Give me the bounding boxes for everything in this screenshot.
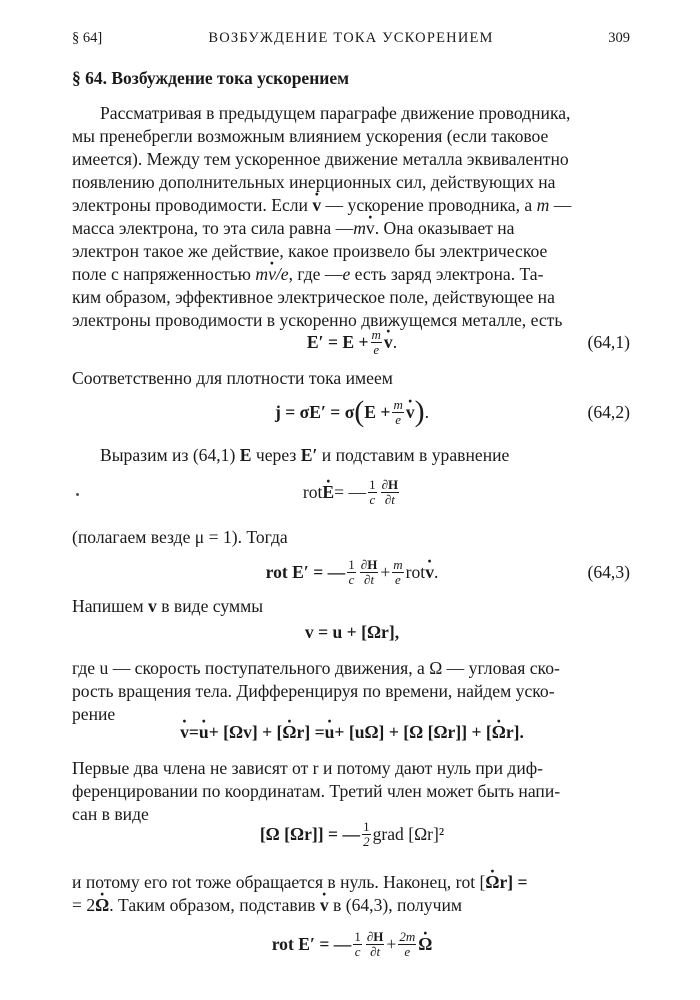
eq6-eq: = (188, 721, 199, 742)
equation-final (72, 922, 632, 966)
eq4-frac2-num: ∂H (360, 556, 378, 572)
eq7-frac-den: 2 (363, 833, 370, 849)
eq1-frac-den: e (373, 341, 380, 357)
text-current-density: Соответственно для плотности тока имеем (72, 368, 393, 388)
eq8-plus: + (386, 933, 397, 954)
eq2-fraction (392, 398, 403, 427)
p8-line-1 (72, 872, 528, 893)
eq8-fraction-3 (398, 930, 416, 959)
text5-v: v (148, 596, 157, 616)
eq2-v-dot: · v (406, 402, 415, 423)
p1-line-5-b: — ускорение проводника, а (321, 195, 537, 215)
eq2-close-paren: ) (414, 395, 425, 428)
symbol-m-3: m (255, 264, 269, 284)
equation-64-1 (72, 320, 632, 364)
vector-v-dot: · v (312, 195, 321, 216)
p6-line-2: рость вращения тела. Дифференцируя по времени, найдем уско- (72, 681, 555, 701)
equation-rot-e (72, 470, 632, 514)
eq8-frac1-den: c (354, 943, 361, 959)
eq8-frac2-den: ∂t (370, 943, 381, 959)
p1-line-2: мы пренебрегли возможным влиянием ускорения (если таковое (72, 126, 549, 146)
eq4-frac3-den: e (395, 571, 401, 587)
text3-E: E (239, 445, 252, 465)
eq3-frac1-num: 1 (369, 476, 376, 492)
eq8-omega-dot: · Ω (418, 934, 432, 955)
eq8-lhs: rot E′ = — (271, 933, 352, 954)
eq4-frac2-den: ∂t (364, 571, 375, 587)
equation-number-64-3: (64,3) (587, 561, 630, 582)
symbol-v-dot: · v (366, 218, 375, 239)
equation-grad (72, 812, 632, 856)
header-running-title: ВОЗБУЖДЕНИЕ ТОКА УСКОРЕНИЕМ (208, 30, 494, 46)
p1-line-6-a: масса электрона, то эта сила равна — (72, 218, 354, 238)
eq1-lhs: E′ = E + (306, 331, 369, 352)
p1-line-8 (72, 264, 543, 285)
equation-v-sum-body (72, 610, 632, 654)
p1-line-4: появлению дополнительных инерционных сил, действующих на (72, 172, 556, 192)
eq3-E: · E (322, 482, 334, 503)
eq2-lhs: j = σE′ = σ (274, 401, 355, 422)
header-page-number: 309 (608, 30, 630, 46)
p1-line-9: ким образом, эффективное электрическое поле, действующее на (72, 287, 555, 307)
eq4-frac3-num: m (393, 556, 403, 572)
p1-line-6-b: . Она оказывает на (374, 218, 515, 238)
eq4-rot: rot (405, 561, 426, 582)
equation-64-2-body (72, 390, 632, 434)
p1-line-5 (72, 195, 571, 216)
eq4-frac1-den: c (348, 571, 355, 587)
eq8-fraction-1 (353, 930, 362, 959)
eq7-fraction (362, 820, 371, 849)
eq2-inner: E + (364, 401, 391, 422)
p8-line-2 (72, 895, 462, 916)
text5-b: в виде суммы (156, 596, 264, 616)
eq2-open-paren: ( (354, 395, 365, 428)
eq6-a: + [Ωv] + [ (208, 721, 283, 742)
p8-line-2-c: в (64,3), получим (328, 895, 462, 915)
header-section-ref: § 64] (72, 30, 103, 46)
eq6-d: r]. (505, 721, 524, 742)
p8-line-1-b: r] = (499, 872, 528, 892)
p8-line-2-b: . Таким образом, подставив (109, 895, 320, 915)
eq8-fraction-2 (366, 930, 385, 959)
p6-line-3: рение (72, 704, 116, 724)
eq6-omega-dot: · Ω (282, 722, 296, 743)
eq1-v-dot: · v (384, 332, 393, 353)
text3-a: Выразим из (64,1) (100, 445, 240, 465)
p1-line-5-c: — (549, 195, 572, 215)
eq6-omega-dot-2: · Ω (492, 722, 506, 743)
text3-b: через (251, 445, 301, 465)
eq8-frac2-num: ∂H (366, 928, 384, 944)
text-mu: (полагаем везде μ = 1). Тогда (72, 527, 288, 547)
eq7-rhs: grad [Ωr]² (372, 823, 445, 844)
symbol-m-2: m (353, 218, 366, 238)
p1-line-1: Рассматривая в предыдущем параграфе движение проводника, (100, 103, 571, 123)
eq3-mid: = — (334, 481, 367, 502)
eq6-v-dot: · v (180, 722, 189, 743)
eq4-plus: + (380, 561, 391, 582)
eq8-frac1-num: 1 (354, 928, 361, 944)
equation-number-64-1: (64,1) (587, 331, 630, 352)
p1-line-7: электрон такое же действие, какое произвело бы электрическое (72, 241, 548, 261)
equation-acceleration-body (72, 710, 632, 754)
equation-v-sum (72, 610, 632, 654)
eq8-frac3-den: e (404, 943, 411, 959)
p7-line-2: ференцировании по координатам. Третий член может быть напи- (72, 781, 561, 801)
p8-omega-dot: · Ω (485, 872, 499, 893)
eq4-fraction-1 (347, 558, 356, 587)
eq1-fraction (371, 328, 382, 357)
symbol-v-dot-2: · v (268, 264, 276, 285)
eq3-rot: rot (302, 481, 323, 502)
eq6-c: + [uΩ] + [Ω [Ωr]] + [ (334, 721, 492, 742)
eq4-v-dot: · v (425, 562, 434, 583)
equation-64-2 (72, 390, 632, 434)
p1-line-8-c: есть заряд электрона. Та- (350, 264, 544, 284)
p8-omega-dot-2: · Ω (95, 895, 109, 916)
eq4-frac1-num: 1 (348, 556, 355, 572)
p6-line-1: где u — скорость поступательного движения, а Ω — угловая ско- (72, 658, 560, 678)
eq4-fraction-2 (360, 558, 379, 587)
equation-64-3 (72, 550, 632, 594)
eq3-fraction-1 (368, 478, 377, 507)
eq4-lhs: rot E′ = — (265, 561, 346, 582)
eq1-frac-num: m (371, 326, 381, 342)
equation-rot-e-body (72, 470, 632, 514)
equation-number-64-2: (64,2) (587, 401, 630, 422)
section-title: § 64. Возбуждение тока ускорением (72, 68, 350, 88)
equation-64-1-body (72, 320, 632, 364)
eq6-b: r] = (296, 721, 325, 742)
equation-acceleration (72, 710, 632, 754)
eq7-frac-num: 1 (363, 818, 370, 834)
p1-line-8-a: поле с напряженностью (72, 264, 256, 284)
eq5-text: v = u + [Ωr], (304, 621, 400, 642)
text3-c: и подставим в уравнение (317, 445, 510, 465)
p8-line-1-a: и потому его rot тоже обращается в нуль. Наконец, rot [ (72, 872, 486, 892)
eq6-u-dot: · u (199, 722, 209, 743)
text-express-e (100, 445, 509, 466)
eq3-frac2-den: ∂t (384, 491, 395, 507)
eq2-tail: . (424, 401, 430, 422)
text3-Ep: E′ (300, 445, 318, 465)
eq7-lhs: [Ω [Ωr]] = — (259, 823, 361, 844)
equation-64-3-body (72, 550, 632, 594)
p8-line-2-a: = 2 (72, 895, 96, 915)
eq8-frac3-num: 2m (399, 928, 416, 944)
p1-line-8-b: , где — (288, 264, 343, 284)
p1-line-6 (72, 218, 515, 239)
p1-line-10: электроны проводимости в ускоренно движущемся металле, есть (72, 310, 563, 330)
eq3-frac1-den: c (369, 491, 376, 507)
p7-line-1: Первые два члена не зависят от r и потому дают нуль при диф- (72, 758, 544, 778)
eq2-frac-num: m (393, 396, 403, 412)
eq4-tail: . (433, 561, 439, 582)
eq3-frac2-num: ∂H (381, 476, 399, 492)
symbol-over-e: /e (275, 264, 289, 284)
text5-a: Напишем (72, 596, 149, 616)
symbol-m: m (536, 195, 550, 215)
symbol-e: e (342, 264, 351, 284)
p8-v-dot: · v (320, 895, 329, 916)
p1-line-3: имеется). Между тем ускоренное движение металла эквивалентно (72, 149, 569, 169)
equation-grad-body (72, 812, 632, 856)
eq1-tail: . (392, 331, 398, 352)
p1-line-5-a: электроны проводимости. Если (72, 195, 313, 215)
eq3-fraction-2 (381, 478, 400, 507)
equation-final-body (72, 922, 632, 966)
eq6-u-dot-2: · u (325, 722, 335, 743)
eq4-fraction-3 (392, 558, 403, 587)
p7-line-3: сан в виде (72, 804, 149, 824)
running-header (72, 30, 630, 50)
eq2-frac-den: e (395, 411, 402, 427)
